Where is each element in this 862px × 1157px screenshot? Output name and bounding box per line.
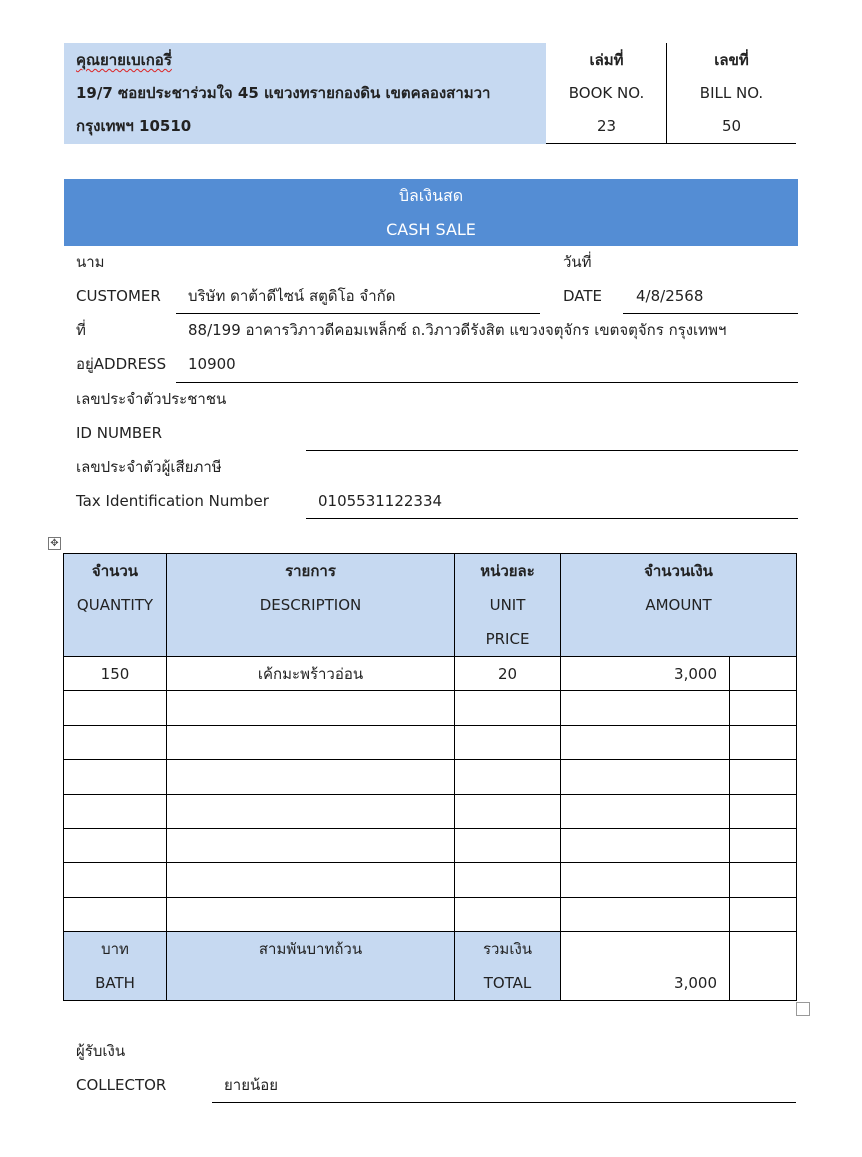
address-line1: 88/199 อาคารวิภาวดีคอมเพล็กซ์ ถ.วิภาวดีรังสิต แขวงจตุจักร เขตจตุจักร กรุงเทพฯ [188,321,727,339]
banner-title-th: บิลเงินสด [398,186,464,205]
table-header-row [64,554,797,657]
table-move-handle-icon[interactable]: ✥ [48,537,61,550]
row-quantity [64,897,167,931]
row-unit-price: 20 [455,657,561,691]
company-name: คุณยายเบเกอรี่ [76,51,172,69]
row-quantity [64,725,167,759]
row-quantity [64,794,167,828]
row-extra [730,760,797,794]
total-baht-label: บาท BATH [64,932,167,1001]
row-unit-price [455,725,561,759]
header-unit-price: หน่วยละ UNIT PRICE [455,554,561,657]
date-label-th: วันที่ [563,253,592,271]
tax-label-en: Tax Identification Number [76,492,269,510]
row-description: เค้กมะพร้าวอ่อน [167,657,455,691]
row-unit-price [455,794,561,828]
row-description [167,828,455,862]
company-header [64,43,546,144]
row-quantity [64,828,167,862]
row-extra [730,657,797,691]
id-number-underline [306,450,798,451]
customer-name: บริษัท ดาต้าดีไซน์ สตูดิโอ จำกัด [188,287,396,305]
row-description [167,863,455,897]
row-extra [730,691,797,725]
row-description [167,794,455,828]
table-row [64,760,797,794]
row-extra [730,897,797,931]
row-amount [561,897,730,931]
row-amount [561,794,730,828]
bill-label-th: เลขที่ [714,51,749,69]
address-label-th: ที่ [76,321,86,339]
book-bill-underline [546,143,796,144]
row-quantity [64,863,167,897]
table-row [64,657,797,691]
collector-label-en: COLLECTOR [76,1076,167,1094]
row-amount [561,691,730,725]
row-unit-price [455,828,561,862]
row-extra [730,725,797,759]
table-resize-handle-icon[interactable] [796,1002,810,1016]
cash-sale-banner [64,179,798,246]
row-description [167,897,455,931]
address-label-en: อยู่ADDRESS [76,355,167,373]
collector-underline [212,1102,796,1103]
collector-label-th: ผู้รับเงิน [76,1042,126,1060]
row-quantity: 150 [64,657,167,691]
header-quantity: จำนวน QUANTITY [64,554,167,657]
row-description [167,725,455,759]
book-number: 23 [596,117,617,135]
total-amount: 3,000 [561,932,730,1001]
address-underline [176,382,798,383]
row-description [167,691,455,725]
row-amount: 3,000 [561,657,730,691]
total-label: รวมเงิน TOTAL [455,932,561,1001]
company-address-line1: 19/7 ซอยประชาร่วมใจ 45 แขวงทรายกองดิน เขตคลองสามวา [76,84,491,102]
book-bill-box [546,43,796,144]
row-quantity [64,760,167,794]
tax-label-th: เลขประจำตัวผู้เสียภาษี [76,458,222,476]
table-row [64,897,797,931]
customer-label-en: CUSTOMER [76,287,161,305]
book-label-th: เล่มที่ [589,51,624,69]
bill-label-en: BILL NO. [699,84,764,102]
items-table [63,553,797,1001]
table-total-row [64,932,797,1001]
header-description: รายการ DESCRIPTION [167,554,455,657]
bill-number: 50 [721,117,742,135]
tax-id-value: 0105531122334 [318,492,443,510]
tax-id-underline [306,518,798,519]
row-extra [730,863,797,897]
table-row [64,725,797,759]
company-address-line2: กรุงเทพฯ 10510 [76,117,192,135]
address-line2: 10900 [188,355,236,373]
row-unit-price [455,897,561,931]
table-row [64,794,797,828]
row-extra [730,794,797,828]
collector-name: ยายน้อย [224,1076,279,1094]
date-value: 4/8/2568 [636,287,704,305]
row-unit-price [455,863,561,897]
row-unit-price [455,691,561,725]
table-row [64,863,797,897]
total-amount-words: สามพันบาทถ้วน [167,932,455,1001]
row-amount [561,725,730,759]
id-label-en: ID NUMBER [76,424,163,442]
row-description [167,760,455,794]
customer-label-th: นาม [76,253,105,271]
row-unit-price [455,760,561,794]
book-label-en: BOOK NO. [568,84,645,102]
total-extra [730,932,797,1001]
header-amount: จำนวนเงิน AMOUNT [561,554,797,657]
banner-title-en: CASH SALE [386,220,476,239]
row-amount [561,760,730,794]
id-label-th: เลขประจำตัวประชาชน [76,390,227,408]
row-amount [561,863,730,897]
date-label-en: DATE [563,287,603,305]
row-quantity [64,691,167,725]
row-amount [561,828,730,862]
row-extra [730,828,797,862]
table-row [64,828,797,862]
table-row [64,691,797,725]
